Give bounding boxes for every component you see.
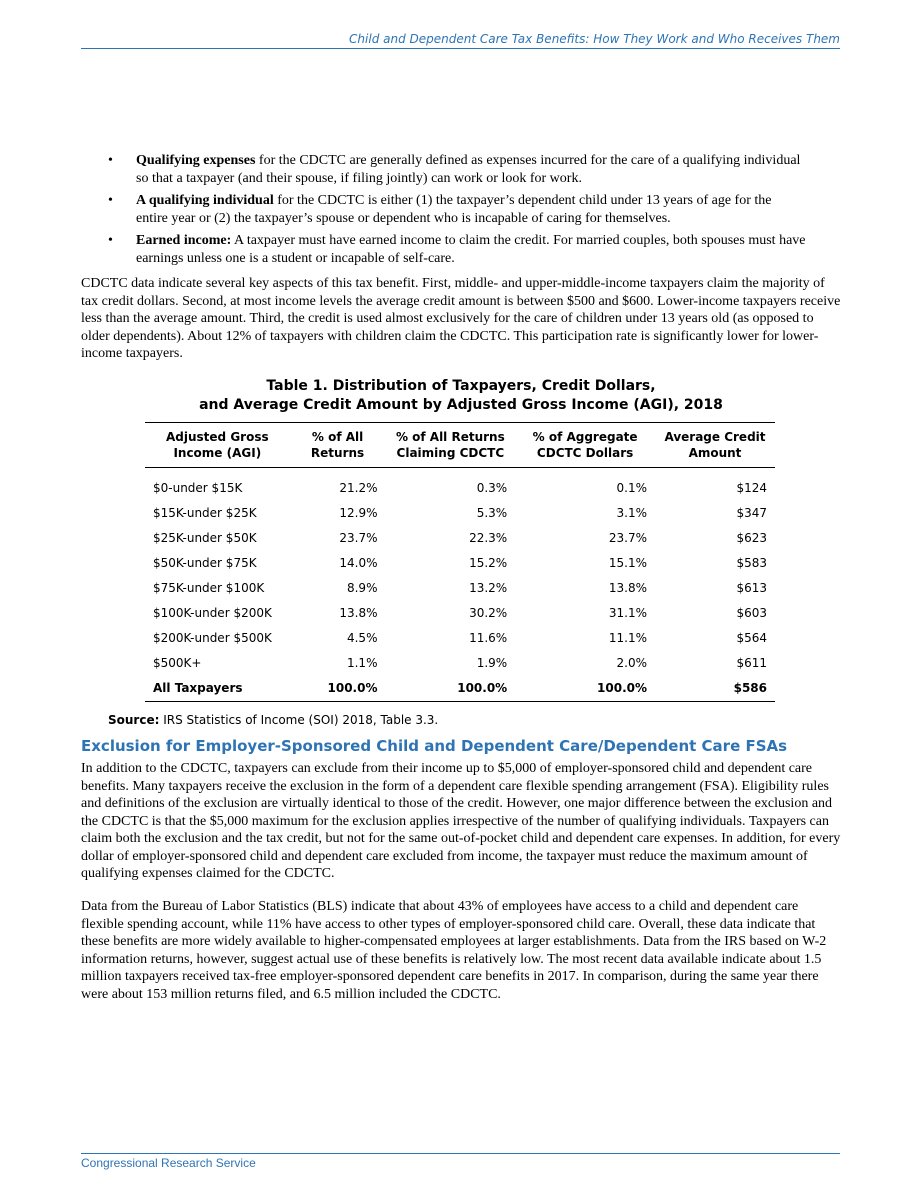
table-cell: $623 xyxy=(736,530,767,545)
table-row xyxy=(145,501,775,526)
table-cell: 0.3% xyxy=(476,480,508,495)
table-cell: $25K-under $50K xyxy=(153,530,257,545)
column-header: Average Credit Amount xyxy=(655,423,775,468)
column-header: % of Aggregate CDCTC Dollars xyxy=(515,423,655,468)
table-cell: 22.3% xyxy=(469,530,508,545)
table-cell: 11.1% xyxy=(608,630,647,645)
table-cell: $124 xyxy=(736,480,767,495)
table-cell: 14.0% xyxy=(339,555,378,570)
table-cell: $603 xyxy=(736,605,767,620)
definition: for the CDCTC is either (1) the taxpayer’s dependent child under 13 years of age for the entire year or (2) the taxpayer’s spouse or dependent who is incapable of caring for themselves. xyxy=(136,193,772,226)
table-cell: 13.8% xyxy=(608,580,647,595)
table-source-note xyxy=(108,713,438,727)
table-cell: $200K-under $500K xyxy=(153,630,272,645)
bullet-icon: • xyxy=(108,193,113,208)
term: Qualifying expenses xyxy=(136,153,256,168)
table-cell: $75K-under $100K xyxy=(153,580,265,595)
table-row xyxy=(145,601,775,626)
page-footer xyxy=(81,1153,840,1170)
distribution-table xyxy=(145,422,775,702)
table-cell: $564 xyxy=(736,630,767,645)
table-cell: $583 xyxy=(736,555,767,570)
table-cell: 21.2% xyxy=(339,480,378,495)
table-cell: 2.0% xyxy=(616,655,647,670)
table-cell: 15.2% xyxy=(469,555,508,570)
table-cell: 100.0% xyxy=(327,680,378,695)
table-cell: 5.3% xyxy=(476,505,508,520)
body-paragraph-3: Data from the Bureau of Labor Statistics (BLS) indicate that about 43% of employees have access to a child and dependent care flexible spending account, while 11% have access to other types of employer-sponsored child care. Overall, these data indicate that these benefits are more widely available to higher-compensated employees at larger establishments. Data from the IRS based on W-2 information returns, however, suggest actual use of these benefits is relatively low. The most recent data available indicate about 1.5 million taxpayers received tax-free employer-sponsored dependent care benefits in 2017. In comparison, during the same year there were about 153 million returns filed, and 6.5 million included the CDCTC. xyxy=(81,899,827,1002)
table-title xyxy=(81,377,841,415)
definition: for the CDCTC are generally defined as expenses incurred for the care of a qualifying individual so that a taxpayer (and their spouse, if filing jointly) can work or look for work. xyxy=(136,153,801,186)
section-heading: Exclusion for Employer-Sponsored Child and Dependent Care/Dependent Care FSAs xyxy=(81,737,788,755)
table-cell: 1.9% xyxy=(476,655,508,670)
column-header: Adjusted Gross Income (AGI) xyxy=(145,423,290,468)
table-row xyxy=(145,576,775,601)
table-cell: $347 xyxy=(736,505,767,520)
definition: A taxpayer must have earned income to claim the credit. For married couples, both spouses must have earnings unless one is a student or incapable of self-care. xyxy=(136,233,806,266)
table-cell: 12.9% xyxy=(339,505,378,520)
table-cell: 3.1% xyxy=(616,505,647,520)
list-item xyxy=(106,152,806,188)
table-cell: 11.6% xyxy=(469,630,508,645)
table-cell: 23.7% xyxy=(608,530,647,545)
table-cell: $100K-under $200K xyxy=(153,605,272,620)
source-text: IRS Statistics of Income (SOI) 2018, Table 3.3. xyxy=(159,713,439,727)
table-cell: $611 xyxy=(736,655,767,670)
table-row xyxy=(145,476,775,501)
table-row xyxy=(145,626,775,651)
table-row xyxy=(145,651,775,676)
table-cell: $15K-under $25K xyxy=(153,505,257,520)
list-item xyxy=(106,232,806,268)
table-cell: $500K+ xyxy=(153,655,202,670)
table-cell: 100.0% xyxy=(597,680,647,695)
table-cell: All Taxpayers xyxy=(153,680,243,695)
table-cell: $586 xyxy=(733,680,767,695)
table-cell: 8.9% xyxy=(346,580,378,595)
body-paragraph-1: CDCTC data indicate several key aspects of this tax benefit. First, middle- and upper-middle-income taxpayers claim the majority of tax credit dollars. Second, at most income levels the average credit amount is between $500 and $600. Lower-income taxpayers receive less than the average amount. Third, the credit is used almost exclusively for the care of children under 13 years old (as opposed to older dependents). About 12% of taxpayers with children claim the CDCTC. This participation rate is significantly lower for lower-income taxpayers. xyxy=(81,276,841,361)
table-cell: 1.1% xyxy=(346,655,378,670)
column-header: % of All Returns Claiming CDCTC xyxy=(385,423,515,468)
definition-list xyxy=(106,152,806,272)
table-cell: 4.5% xyxy=(346,630,378,645)
table-row xyxy=(145,551,775,576)
term: A qualifying individual xyxy=(136,193,274,208)
table-cell: $613 xyxy=(736,580,767,595)
footer-text: Congressional Research Service xyxy=(81,1156,256,1170)
table-total-row xyxy=(145,676,775,702)
table-cell: 13.8% xyxy=(339,605,378,620)
table-header-row xyxy=(145,423,775,468)
table-cell: 23.7% xyxy=(339,530,378,545)
table-title-line-1: Table 1. Distribution of Taxpayers, Credit Dollars, xyxy=(266,378,656,394)
bullet-icon: • xyxy=(108,233,113,248)
table-cell: 30.2% xyxy=(469,605,508,620)
running-title: Child and Dependent Care Tax Benefits: How They Work and Who Receives Them xyxy=(349,32,840,46)
table-title-line-2: and Average Credit Amount by Adjusted Gross Income (AGI), 2018 xyxy=(199,397,723,413)
table-cell: 0.1% xyxy=(616,480,647,495)
table-cell: 13.2% xyxy=(469,580,508,595)
bullet-icon: • xyxy=(108,153,113,168)
table-cell: 15.1% xyxy=(608,555,647,570)
table-cell: $50K-under $75K xyxy=(153,555,257,570)
table-cell: 31.1% xyxy=(608,605,647,620)
body-paragraph-2: In addition to the CDCTC, taxpayers can exclude from their income up to $5,000 of employer-sponsored child and dependent care benefits. Many taxpayers receive the exclusion in the form of a dependent care flexible spending arrangement (FSA). Eligibility rules and definitions of the exclusion are virtually identical to those of the credit. However, one major difference between the exclusion and the CDCTC is that the $5,000 maximum for the exclusion applies irrespective of the number of qualifying individuals. Taxpayers can claim both the exclusion and the tax credit, but not for the same out-of-pocket child and dependent care expenses. In addition, for every dollar of employer-sponsored child and dependent care excluded from income, the taxpayer must reduce the maximum amount of qualifying expenses claimed for the CDCTC. xyxy=(81,761,841,881)
list-item xyxy=(106,192,806,228)
term: Earned income: xyxy=(136,233,232,248)
table-row xyxy=(145,526,775,551)
running-header xyxy=(81,31,840,49)
source-label: Source: xyxy=(108,713,160,727)
column-header: % of All Returns xyxy=(290,423,386,468)
table-cell: 100.0% xyxy=(457,680,508,695)
table-cell: $0-under $15K xyxy=(153,480,243,495)
